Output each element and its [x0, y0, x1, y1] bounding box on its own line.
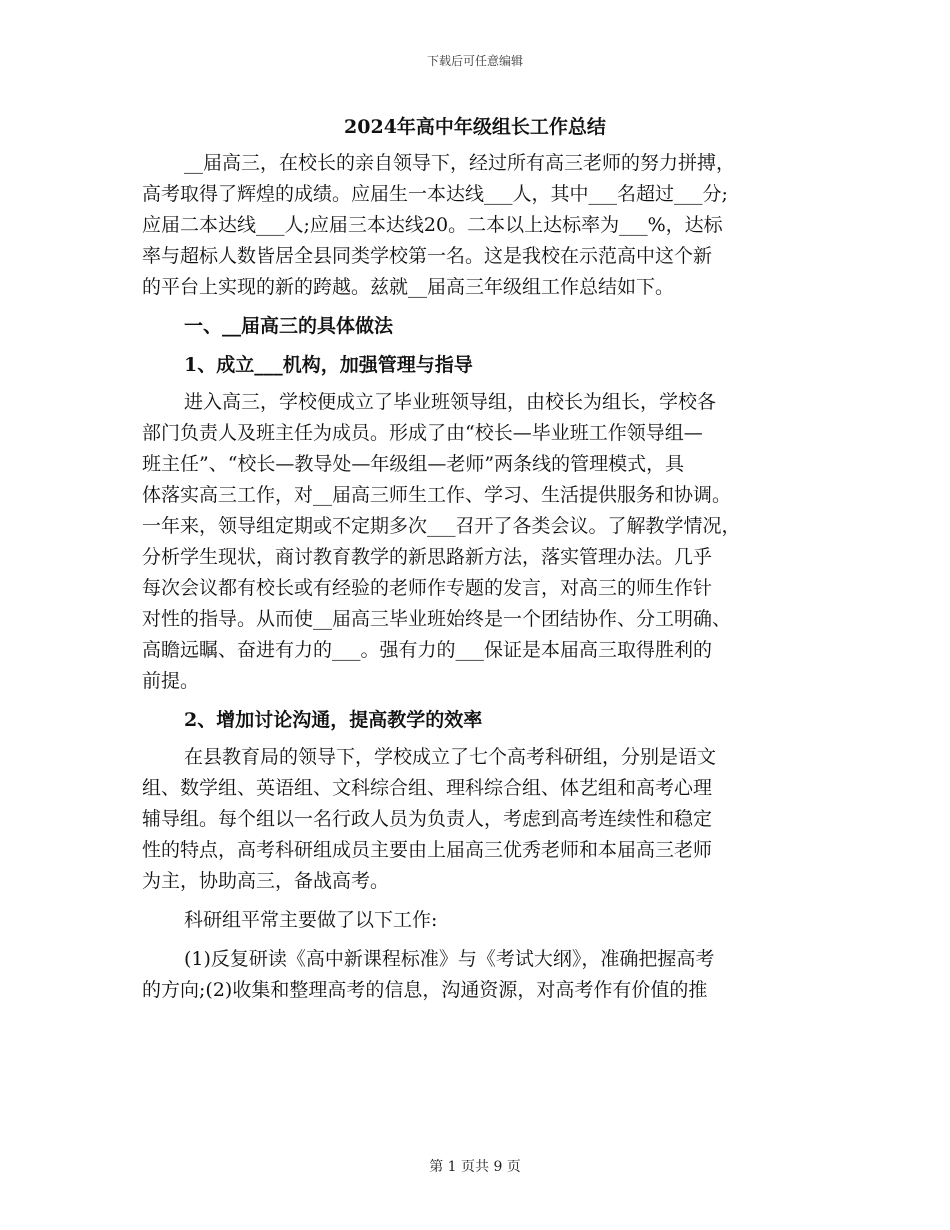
document-body	[142, 112, 808, 1006]
text-line: 一年来，领导组定期或不定期多次___召开了各类会议。了解教学情况，	[142, 515, 741, 537]
section-heading: 一、__届高三的具体做法	[184, 315, 394, 337]
subsection-2-paragraph-3	[142, 944, 808, 1006]
text-line: 高瞻远瞩、奋进有力的___。强有力的___保证是本届高三取得胜利的	[142, 639, 713, 661]
page-header: 下载后可任意编辑	[426, 54, 523, 68]
text-line: 应届二本达线___人;应届三本达线20。二本以上达标率为___%，达标	[142, 214, 723, 236]
text-line: 体落实高三工作，对__届高三师生工作、学习、生活提供服务和协调。	[142, 484, 732, 506]
text-line: 的方向;(2)收集和整理高考的信息，沟通资源，对高考作有价值的推	[142, 979, 708, 1001]
subsection-2-paragraph-2	[142, 905, 808, 936]
subsection-heading-2: 2、增加讨论沟通，提高教学的效率	[184, 709, 483, 731]
text-line: 班主任”、“校长—教导处—年级组—老师”两条线的管理模式，具	[142, 453, 685, 475]
text-line: 对性的指导。从而使__届高三毕业班始终是一个团结协作、分工明确、	[142, 608, 732, 630]
text-line: 为主，协助高三，备战高考。	[142, 870, 390, 892]
text-line: 在县教育局的领导下，学校成立了七个高考科研组，分别是语文	[184, 746, 717, 768]
text-line: __届高三，在校长的亲自领导下，经过所有高三老师的努力拼搏，	[184, 152, 736, 174]
text-line: 部门负责人及班主任为成员。形成了由“校长—毕业班工作领导组—	[142, 422, 703, 444]
text-line: 率与超标人数皆居全县同类学校第一名。这是我校在示范高中这个新	[142, 245, 713, 267]
text-line: 分析学生现状，商讨教育教学的新思路新方法，落实管理办法。几乎	[142, 546, 713, 568]
subsection-1-paragraph	[142, 387, 808, 697]
subsection-2-paragraph	[142, 742, 808, 897]
page-footer: 第 1 页共 9 页	[429, 1159, 521, 1175]
text-line: (1)反复研读《高中新课程标准》与《考试大纲》，准确把握高考	[184, 948, 715, 970]
subsection-heading-1: 1、成立___机构，加强管理与指导	[184, 354, 473, 376]
text-line: 组、数学组、英语组、文科综合组、理科综合组、体艺组和高考心理	[142, 777, 713, 799]
text-line: 性的特点，高考科研组成员主要由上届高三优秀老师和本届高三老师	[142, 839, 713, 861]
intro-paragraph	[142, 148, 808, 303]
text-line: 进入高三，学校便成立了毕业班领导组，由校长为组长，学校各	[184, 391, 717, 413]
text-line: 辅导组。每个组以一名行政人员为负责人，考虑到高考连续性和稳定	[142, 808, 713, 830]
text-line: 科研组平常主要做了以下工作:	[184, 909, 438, 931]
text-line: 前提。	[142, 670, 200, 692]
text-line: 的平台上实现的新的跨越。兹就__届高三年级组工作总结如下。	[142, 276, 675, 298]
document-title: 2024年高中年级组长工作总结	[344, 116, 606, 138]
text-line: 高考取得了辉煌的成绩。应届生一本达线___人，其中___名超过___分;	[142, 183, 728, 205]
text-line: 每次会议都有校长或有经验的老师作专题的发言，对高三的师生作针	[142, 577, 713, 599]
